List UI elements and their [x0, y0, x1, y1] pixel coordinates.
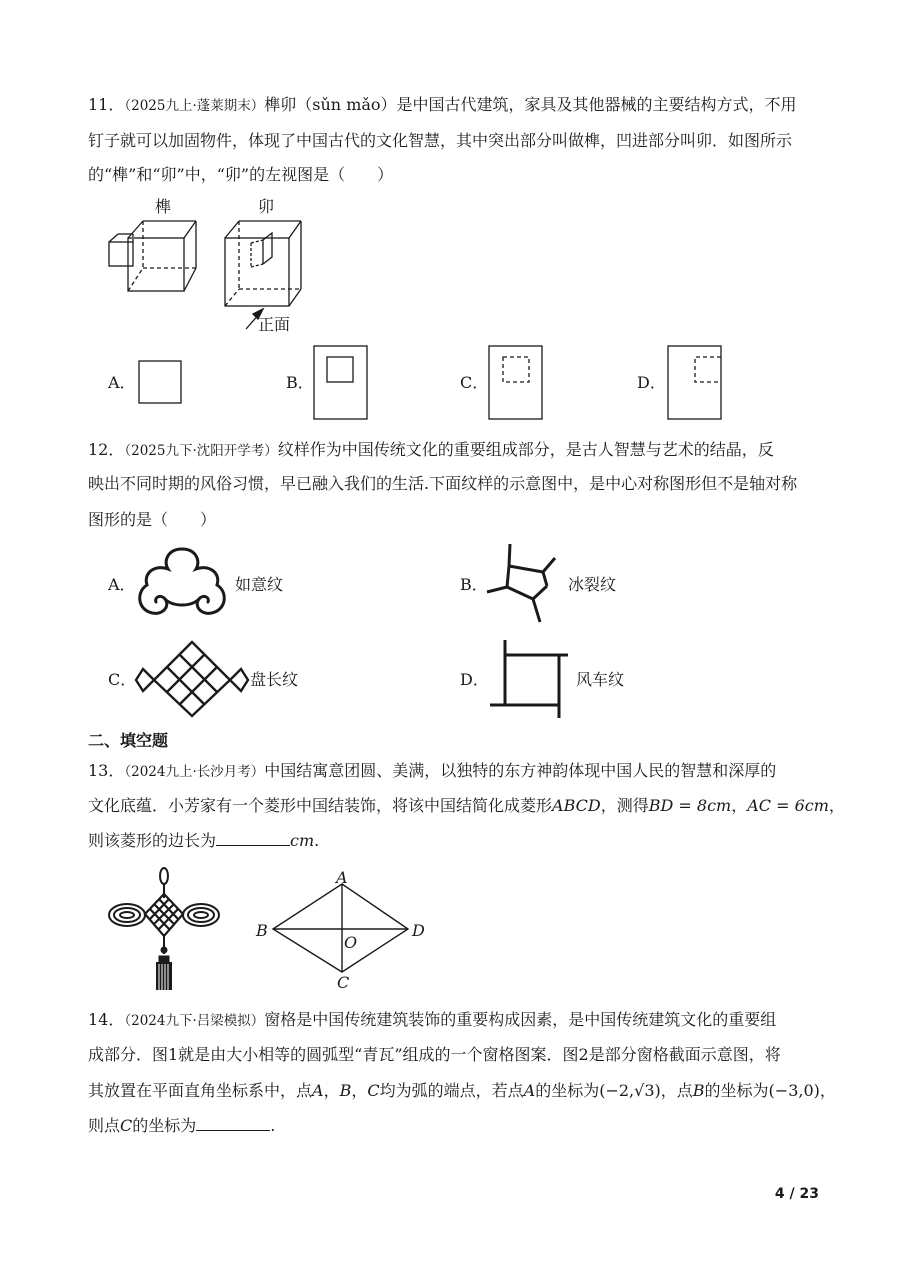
- q11-option-a-figure: [138, 360, 183, 405]
- q12-option-b-figure: [485, 542, 565, 624]
- q14-coord-label-a: 的坐标为: [535, 1081, 600, 1100]
- q11-line3: 的“榫”和“卯”中，“卯”的左视图是（ ）: [88, 165, 394, 184]
- q12-line2: 映出不同时期的风俗习惯，早已融入我们的生活.下面纹样的示意图中，是中心对称图形但不是轴对称: [88, 474, 798, 493]
- q11-source: （2025九上·蓬莱期末）: [124, 98, 265, 114]
- q14-sep-1: ，: [323, 1081, 340, 1100]
- q11-text-1: 榫卯（sǔn mǎo）是中国古代建筑，家具及其他器械的主要结构方式，不用: [264, 95, 797, 114]
- q11-option-b-figure: [313, 345, 369, 421]
- q12-option-a-name: 如意纹: [235, 575, 284, 594]
- q12-option-b[interactable]: B．: [460, 575, 488, 594]
- q13-line3: [88, 831, 319, 851]
- label-sun: 榫: [155, 197, 172, 216]
- q14-line1: [88, 1010, 776, 1031]
- q13-comma-end: ，: [828, 796, 845, 815]
- q12-option-d-name: 风车纹: [576, 670, 625, 689]
- q12-option-b-name: 冰裂纹: [568, 575, 617, 594]
- q14-coord-b: (−3,0): [768, 1081, 820, 1100]
- q14-line4-mid: 的坐标为: [132, 1116, 197, 1135]
- q14-line3: [88, 1081, 836, 1101]
- point-d-label: D: [412, 921, 425, 940]
- q14-sep-2: ，: [351, 1081, 368, 1100]
- q14-line4: [88, 1116, 275, 1136]
- q11-line2: 钉子就可以加固物件，体现了中国古代的文化智慧，其中突出部分叫做榫，凹进部分叫卯．如图所示: [88, 131, 793, 150]
- q11-option-c[interactable]: C．: [460, 373, 489, 392]
- q14-point-b-2: B: [692, 1081, 705, 1100]
- q13-period: .: [314, 831, 320, 850]
- q12-option-c[interactable]: C．: [108, 670, 137, 689]
- q13-number: 13．: [88, 761, 125, 780]
- q14-text-1: 窗格是中国传统建筑装饰的重要构成因素，是中国传统建筑文化的重要组: [264, 1010, 777, 1029]
- q12-source: （2025九下·沈阳开学考）: [124, 443, 278, 459]
- q14-line3-text: 其放置在平面直角坐标系中，点: [88, 1081, 313, 1100]
- q12-option-d[interactable]: D．: [460, 670, 489, 689]
- q12-option-c-figure: [136, 640, 248, 718]
- point-b-label: B: [256, 921, 268, 940]
- q11-option-a[interactable]: A．: [108, 373, 136, 392]
- q14-answer-blank[interactable]: [196, 1116, 270, 1131]
- page-number: 4 / 23: [774, 1186, 819, 1202]
- q13-answer-blank[interactable]: [216, 831, 290, 846]
- q12-line1: [88, 440, 774, 461]
- q11-option-c-figure: [488, 345, 544, 421]
- q11-option-d-figure: [667, 345, 723, 421]
- q13-unit: cm: [290, 831, 315, 850]
- q13-rhombus-name: ABCD: [552, 796, 601, 815]
- q13-line2-measure-label: ，测得: [600, 796, 649, 815]
- q14-point-c-2: C: [120, 1116, 133, 1135]
- q12-number: 12．: [88, 440, 125, 459]
- chinese-knot-figure: [105, 866, 225, 992]
- label-front: 正面: [258, 315, 291, 334]
- q14-period: .: [270, 1116, 276, 1135]
- q14-sep-3: ，点: [660, 1081, 693, 1100]
- section-title-fill-in: 二、填空题: [88, 731, 169, 750]
- q14-line2: 成部分．图1就是由大小相等的圆弧型“青瓦”组成的一个窗格图案．图2是部分窗格截面示意图，将: [88, 1045, 781, 1064]
- q13-line2-text: 文化底蕴．小芳家有一个菱形中国结装饰，将该中国结简化成菱形: [88, 796, 553, 815]
- tenon-mortise-figure: [100, 215, 300, 325]
- q14-line4-text: 则点: [88, 1116, 121, 1135]
- q12-text-1: 纹样作为中国传统文化的重要组成部分，是古人智慧与艺术的结晶，反: [277, 440, 774, 459]
- label-mao: 卯: [258, 197, 275, 216]
- q13-text-1: 中国结寓意团圆、美满，以独特的东方神韵体现中国人民的智慧和深厚的: [264, 761, 777, 780]
- point-o-label: O: [344, 933, 358, 952]
- q14-coord-a: (−2,√3): [599, 1081, 661, 1100]
- q12-option-c-name: 盘长纹: [250, 670, 299, 689]
- q14-number: 14．: [88, 1010, 125, 1029]
- point-c-label: C: [337, 973, 350, 992]
- q14-coord-label-b: 的坐标为: [704, 1081, 769, 1100]
- q14-point-b: B: [339, 1081, 352, 1100]
- q12-option-d-figure: [488, 638, 568, 720]
- point-a-label: A: [336, 868, 348, 887]
- q14-line3-mid: 均为弧的端点，若点: [379, 1081, 524, 1100]
- q11-number: 11．: [88, 95, 125, 114]
- q12-option-a[interactable]: A．: [108, 575, 136, 594]
- q13-line3-text: 则该菱形的边长为: [88, 831, 217, 850]
- q14-source: （2024九下·吕梁模拟）: [124, 1013, 265, 1029]
- q13-source: （2024九上·长沙月考）: [124, 764, 265, 780]
- q13-ac-value: AC = 6cm: [747, 796, 829, 815]
- q11-line1: [88, 95, 797, 116]
- q12-line3: 图形的是（ ）: [88, 510, 217, 529]
- q11-option-d[interactable]: D．: [637, 373, 666, 392]
- q13-line2: [88, 796, 845, 816]
- q14-point-c: C: [367, 1081, 380, 1100]
- q11-option-b[interactable]: B．: [286, 373, 314, 392]
- q13-line1: [88, 761, 776, 782]
- q14-sep-4: ，: [819, 1081, 836, 1100]
- q13-comma: ，: [731, 796, 748, 815]
- q14-point-a: A: [312, 1081, 324, 1100]
- q13-bd-value: BD = 8cm: [648, 796, 732, 815]
- q12-option-a-figure: [135, 545, 235, 620]
- q14-point-a-2: A: [523, 1081, 536, 1100]
